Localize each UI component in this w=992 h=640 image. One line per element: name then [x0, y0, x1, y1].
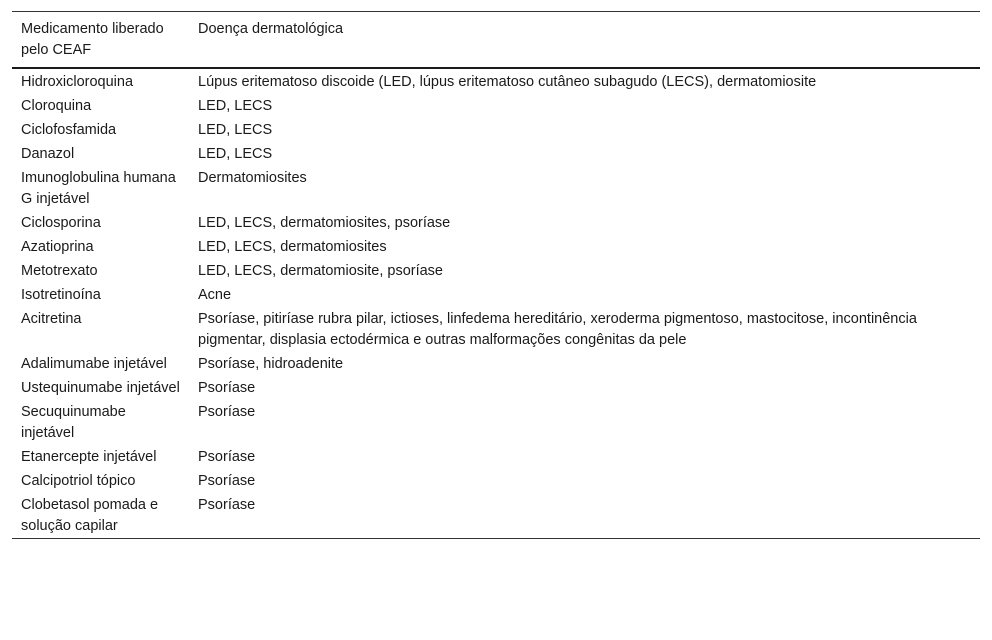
- cell-disease: Psoríase: [198, 404, 256, 420]
- cell-medication: Etanercepte injetável: [21, 449, 157, 465]
- cell-medication: Clobetasol pomada e solução capilar: [21, 497, 159, 534]
- cell-disease: Psoríase, hidroadenite: [198, 356, 344, 372]
- cell-disease: Dermatomiosites: [198, 170, 307, 186]
- cell-medication: Ciclosporina: [21, 215, 101, 231]
- table-row: [12, 284, 980, 308]
- header-medication: Medicamento liberado pelo CEAF: [21, 21, 164, 58]
- cell-disease: Psoríase, pitiríase rubra pilar, ictioses, linfedema hereditário, xeroderma pigmentoso, mastocitose, incontinência pigmentar, displasia ectodérmica e outras malformações congênitas da pele: [198, 311, 917, 348]
- cell-disease: LED, LECS, dermatomiosites: [198, 239, 387, 255]
- table-row: [12, 260, 980, 284]
- cell-disease: LED, LECS: [198, 98, 273, 114]
- cell-disease: Psoríase: [198, 380, 256, 396]
- table-row: [12, 494, 980, 539]
- table-row: [12, 377, 980, 401]
- cell-disease: LED, LECS, dermatomiosites, psoríase: [198, 215, 451, 231]
- cell-medication: Secuquinumabe injetável: [21, 404, 126, 441]
- table-body: [12, 68, 980, 539]
- medication-table-container: [12, 11, 980, 539]
- medication-disease-table: [12, 11, 980, 539]
- cell-medication: Calcipotriol tópico: [21, 473, 136, 489]
- table-row: [12, 212, 980, 236]
- cell-disease: LED, LECS: [198, 146, 273, 162]
- header-disease: Doença dermatológica: [198, 21, 344, 37]
- table-row: [12, 95, 980, 119]
- table-row: [12, 401, 980, 446]
- cell-disease: Psoríase: [198, 497, 256, 513]
- cell-medication: Cloroquina: [21, 98, 92, 114]
- cell-medication: Azatioprina: [21, 239, 94, 255]
- cell-medication: Adalimumabe injetável: [21, 356, 167, 372]
- cell-medication: Ciclofosfamida: [21, 122, 117, 138]
- cell-medication: Acitretina: [21, 311, 82, 327]
- cell-disease: LED, LECS: [198, 122, 273, 138]
- table-row: [12, 68, 980, 95]
- cell-disease: LED, LECS, dermatomiosite, psoríase: [198, 263, 443, 279]
- table-row: [12, 167, 980, 212]
- cell-disease: Psoríase: [198, 449, 256, 465]
- table-row: [12, 308, 980, 353]
- table-row: [12, 119, 980, 143]
- table-row: [12, 353, 980, 377]
- cell-disease: Acne: [198, 287, 232, 303]
- header-row: [12, 12, 980, 69]
- cell-disease: Psoríase: [198, 473, 256, 489]
- table-row: [12, 470, 980, 494]
- table-row: [12, 446, 980, 470]
- cell-disease: Lúpus eritematoso discoide (LED, lúpus eritematoso cutâneo subagudo (LECS), dermatomiosite: [198, 74, 817, 90]
- table-header: [12, 12, 980, 69]
- cell-medication: Imunoglobulina humana G injetável: [21, 170, 176, 207]
- cell-medication: Metotrexato: [21, 263, 98, 279]
- table-row: [12, 236, 980, 260]
- cell-medication: Hidroxicloroquina: [21, 74, 134, 90]
- cell-medication: Isotretinoína: [21, 287, 101, 303]
- cell-medication: Danazol: [21, 146, 75, 162]
- cell-medication: Ustequinumabe injetável: [21, 380, 180, 396]
- table-row: [12, 143, 980, 167]
